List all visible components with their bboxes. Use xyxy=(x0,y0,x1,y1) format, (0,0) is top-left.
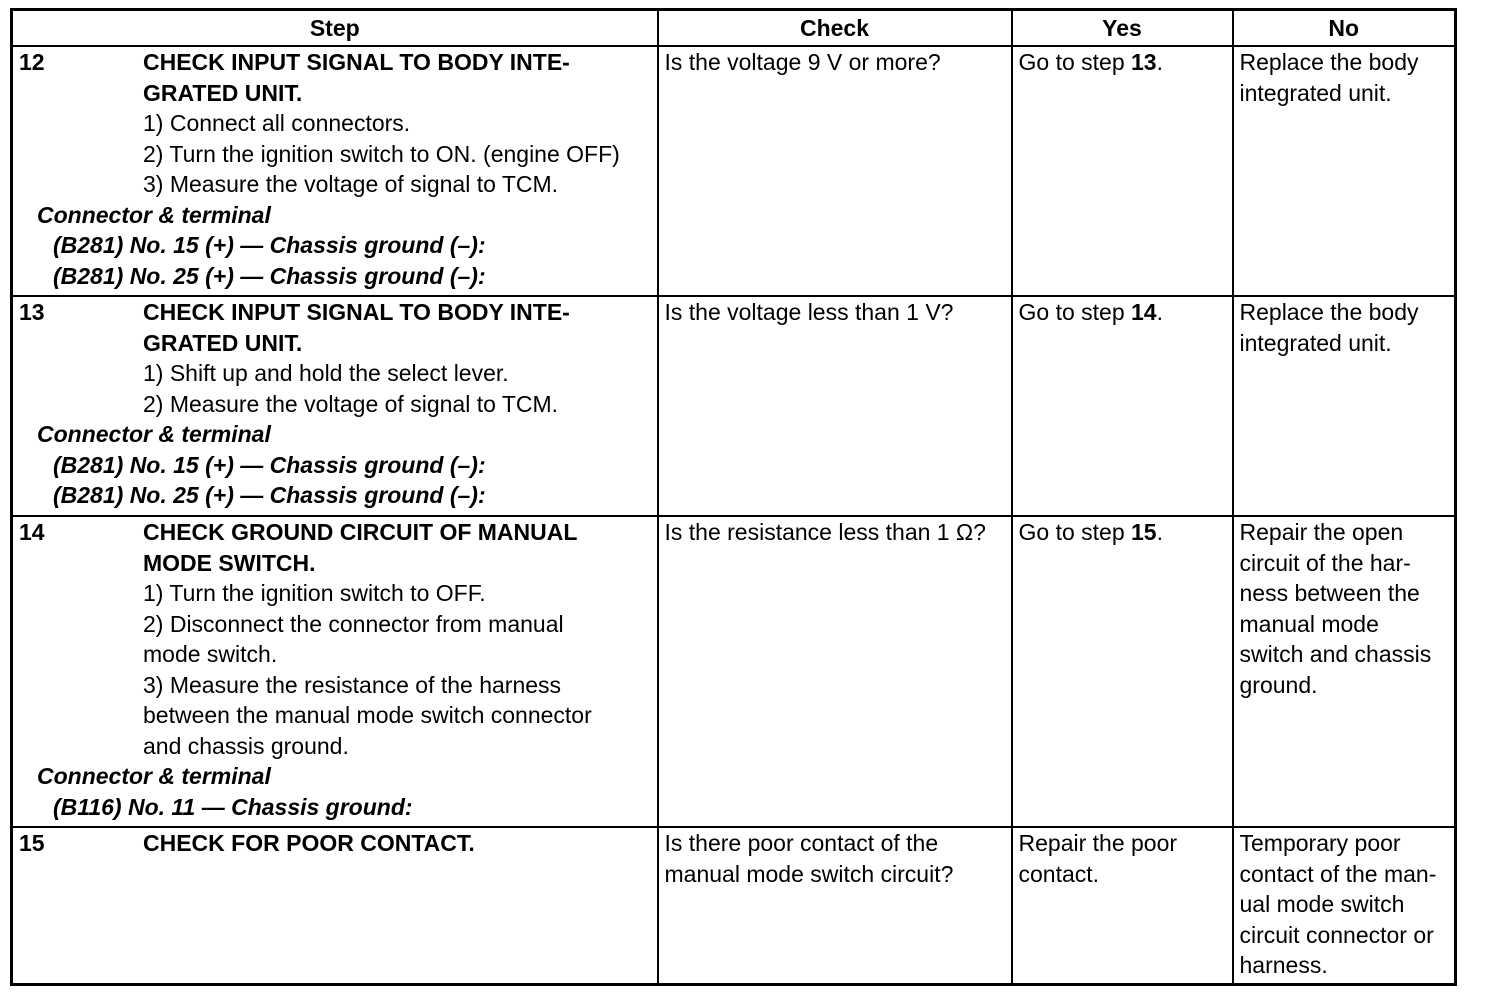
yes-text: Go to step xyxy=(1018,519,1132,545)
step-instruction: 3) Measure the voltage of signal to TCM. xyxy=(143,171,559,197)
yes-cell xyxy=(1012,46,1233,296)
step-title-line: CHECK INPUT SIGNAL TO BODY INTE- xyxy=(143,299,570,325)
yes-step-number: 15 xyxy=(1131,519,1157,545)
step-instruction: 1) Connect all connectors. xyxy=(143,110,411,136)
step-title-line: CHECK INPUT SIGNAL TO BODY INTE- xyxy=(143,49,570,75)
no-cell: Replace the body integrated unit. xyxy=(1233,296,1456,516)
header-no: No xyxy=(1233,10,1456,47)
no-cell: Repair the open circuit of the har- ness between the manual mode switch and chassis ground. xyxy=(1233,516,1456,827)
yes-cell xyxy=(1012,827,1233,984)
step-instruction: 2) Measure the voltage of signal to TCM. xyxy=(143,390,559,417)
yes-suffix: . xyxy=(1156,299,1163,325)
step-number: 15 xyxy=(19,830,45,856)
step-title-line: CHECK GROUND CIRCUIT OF MANUAL xyxy=(143,519,578,545)
table-row xyxy=(12,516,1456,827)
connector-terminal: (B116) No. 11 — Chassis ground: xyxy=(53,793,413,820)
step-instruction: 2) Disconnect the connector from manual mode switch. xyxy=(143,610,564,667)
step-instruction: 3) Measure the resistance of the harness between the manual mode switch connector and chassis ground. xyxy=(143,671,592,759)
step-instruction: 1) Shift up and hold the select lever. xyxy=(143,360,509,386)
diagnostic-table xyxy=(10,8,1457,986)
header-yes: Yes xyxy=(1012,10,1233,47)
step-instruction: 2) Turn the ignition switch to ON. (engine OFF) xyxy=(143,140,620,167)
yes-step-number: 13 xyxy=(1131,49,1157,75)
yes-cell xyxy=(1012,516,1233,827)
yes-cell xyxy=(1012,296,1233,516)
yes-text: Go to step xyxy=(1018,299,1132,325)
check-cell: Is there poor contact of the manual mode switch circuit? xyxy=(658,827,1012,984)
connector-heading: Connector & terminal xyxy=(37,421,271,447)
connector-terminal: (B281) No. 25 (+) — Chassis ground (–): xyxy=(53,482,486,508)
step-cell xyxy=(12,827,658,984)
yes-step-number: 14 xyxy=(1131,299,1157,325)
connector-terminal: (B281) No. 15 (+) — Chassis ground (–): xyxy=(53,232,486,258)
yes-text: Repair the poor contact. xyxy=(1018,830,1178,887)
step-number: 12 xyxy=(19,49,45,75)
step-number: 14 xyxy=(19,519,45,545)
table-row xyxy=(12,296,1456,516)
check-cell: Is the resistance less than 1 Ω? xyxy=(658,516,1012,827)
step-title-line: CHECK FOR POOR CONTACT. xyxy=(143,830,475,856)
step-number: 13 xyxy=(19,299,45,325)
connector-heading: Connector & terminal xyxy=(37,763,271,789)
yes-suffix: . xyxy=(1156,519,1163,545)
no-cell: Temporary poor contact of the man- ual mode switch circuit connector or harness. xyxy=(1233,827,1456,984)
no-cell: Replace the body integrated unit. xyxy=(1233,46,1456,296)
check-cell: Is the voltage less than 1 V? xyxy=(658,296,1012,516)
table-row xyxy=(12,46,1456,296)
check-cell: Is the voltage 9 V or more? xyxy=(658,46,1012,296)
step-cell xyxy=(12,296,658,516)
step-title-line: GRATED UNIT. xyxy=(143,329,303,356)
header-row xyxy=(12,10,1456,47)
step-instruction: 1) Turn the ignition switch to OFF. xyxy=(143,580,486,606)
step-cell xyxy=(12,46,658,296)
header-check: Check xyxy=(658,10,1012,47)
yes-suffix: . xyxy=(1156,49,1163,75)
step-title-line: GRATED UNIT. xyxy=(143,79,303,106)
connector-terminal: (B281) No. 25 (+) — Chassis ground (–): xyxy=(53,262,486,289)
step-cell xyxy=(12,516,658,827)
connector-heading: Connector & terminal xyxy=(37,201,271,228)
table-row xyxy=(12,827,1456,984)
header-step: Step xyxy=(12,10,658,47)
step-title-line: MODE SWITCH. xyxy=(143,549,316,576)
connector-terminal: (B281) No. 15 (+) — Chassis ground (–): xyxy=(53,451,486,478)
yes-text: Go to step xyxy=(1018,49,1132,75)
